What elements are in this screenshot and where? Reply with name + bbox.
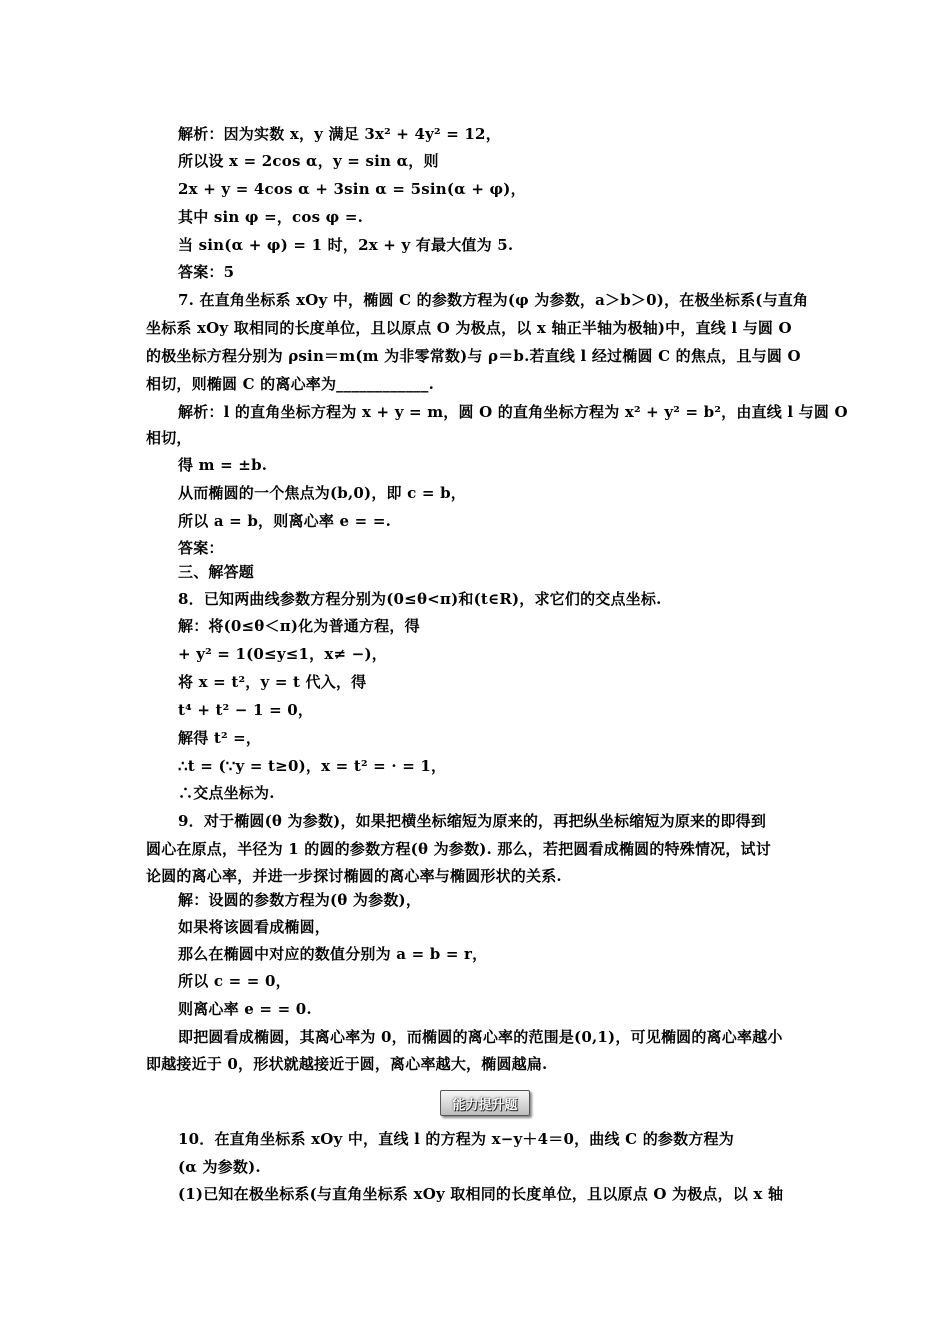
question-7: 7. 在直角坐标系 xOy 中，椭圆 C 的参数方程为(φ 为参数，a＞b＞0)，在极坐标系(与直角 xyxy=(178,291,809,309)
text-line: 得 m = ±b. xyxy=(178,456,268,474)
text-line: 所以设 x = 2cos α，y = sin α，则 xyxy=(178,152,439,170)
text-line: (α 为参数). xyxy=(178,1158,261,1176)
text-line: 的极坐标方程分别为 ρsin＝m(m 为非零常数)与 ρ＝b.若直线 l 经过椭圆 C 的焦点，且与圆 O xyxy=(146,347,801,365)
text-line: 则离心率 e = = 0. xyxy=(178,1000,312,1018)
text-line: (1)已知在极坐标系(与直角坐标系 xOy 取相同的长度单位，且以原点 O 为极点，以 x 轴 xyxy=(178,1185,784,1203)
answer-line: 答案： xyxy=(178,539,224,557)
answer-line: 答案：5 xyxy=(178,263,235,281)
text-line: + y² = 1(0≤y≤1，x≠ −)， xyxy=(178,645,387,663)
text-line: ∴t = (∵y = t≥0)，x = t² = · = 1， xyxy=(178,757,447,775)
text-line: 当 sin(α + φ) = 1 时，2x + y 有最大值为 5. xyxy=(178,236,514,254)
text-line: 从而椭圆的一个焦点为(b,0)，即 c = b， xyxy=(178,484,466,502)
question-9: 9．对于椭圆(θ 为参数)，如果把横坐标缩短为原来的，再把纵坐标缩短为原来的即得到 xyxy=(178,812,767,830)
text-line: 所以 a = b，则离心率 e = =. xyxy=(178,512,392,530)
text-line: 将 x = t²，y = t 代入，得 xyxy=(178,673,367,691)
text-line: 那么在椭圆中对应的数值分别为 a = b = r， xyxy=(178,945,488,963)
section-heading: 三、解答题 xyxy=(178,563,255,581)
text-line: 解：将(0≤θ＜π)化为普通方程，得 xyxy=(178,617,420,635)
text-line: 坐标系 xOy 取相同的长度单位，且以原点 O 为极点，以 x 轴正半轴为极轴)中，直线 l 与圆 O xyxy=(146,319,792,337)
text-line: t⁴ + t² − 1 = 0， xyxy=(178,701,314,719)
text-line: 2x + y = 4cos α + 3sin α = 5sin(α + φ)， xyxy=(178,180,526,198)
section-badge: 能力提升题 xyxy=(440,1090,530,1116)
text-line: 如果将该圆看成椭圆， xyxy=(178,918,331,936)
text-line: 论圆的离心率，并进一步探讨椭圆的离心率与椭圆形状的关系. xyxy=(146,867,562,885)
text-line: 圆心在原点，半径为 1 的圆的参数方程(θ 为参数). 那么，若把圆看成椭圆的特殊情况，试讨 xyxy=(146,840,771,858)
text-line: 相切，则椭圆 C 的离心率为____________. xyxy=(146,375,435,393)
text-line: 解析：因为实数 x，y 满足 3x² + 4y² = 12， xyxy=(178,125,501,143)
text-line: 其中 sin φ =，cos φ =. xyxy=(178,208,364,226)
text-line: 解得 t² =， xyxy=(178,729,262,747)
text-line: 即越接近于 0，形状就越接近于圆，离心率越大，椭圆越扁. xyxy=(146,1055,548,1073)
question-10: 10．在直角坐标系 xOy 中，直线 l 的方程为 x−y＋4＝0，曲线 C 的参数方程为 xyxy=(178,1130,734,1148)
text-line: 相切， xyxy=(146,429,192,447)
text-line: 即把圆看成椭圆，其离心率为 0，而椭圆的离心率的范围是(0,1)，可见椭圆的离心率越小 xyxy=(178,1028,783,1046)
text-line: ∴交点坐标为. xyxy=(178,784,275,802)
question-8: 8．已知两曲线参数方程分别为(0≤θ<π)和(t∈R)，求它们的交点坐标. xyxy=(178,590,662,608)
text-line: 所以 c = = 0， xyxy=(178,972,291,990)
text-line: 解：设圆的参数方程为(θ 为参数)， xyxy=(178,891,422,909)
text-line: 解析：l 的直角坐标方程为 x + y = m，圆 O 的直角坐标方程为 x² + y² = b²，由直线 l 与圆 O xyxy=(178,403,848,421)
